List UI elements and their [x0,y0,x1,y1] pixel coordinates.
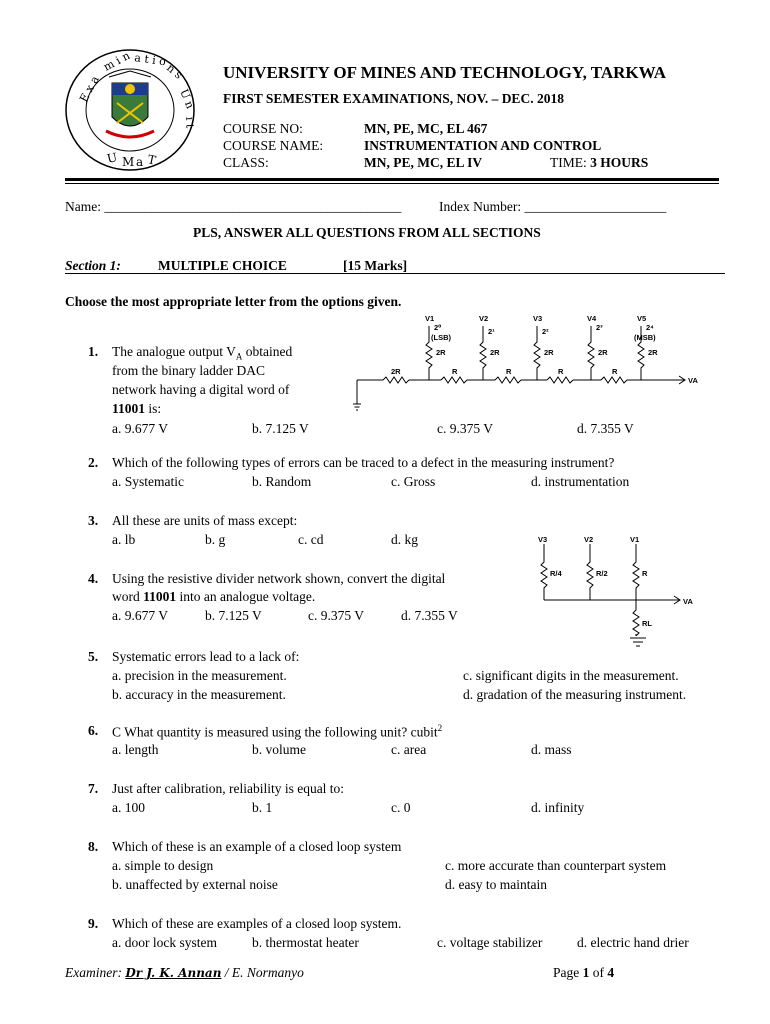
q1-line2: from the binary ladder DAC [112,363,265,378]
q4-option-d[interactable]: d. 7.355 V [401,608,458,623]
q8-option-b[interactable]: b. unaffected by external noise [112,877,278,892]
index-label: Index Number: [439,199,522,214]
time-label: TIME: [550,155,587,170]
course-no-label: COURSE NO: [223,121,303,136]
q9-option-b[interactable]: b. thermostat heater [252,935,359,950]
q3-option-c[interactable]: c. cd [298,532,324,547]
q9-option-d[interactable]: d. electric hand drier [577,935,689,950]
divider-r: R [642,569,648,578]
svg-text:U: U [105,150,119,166]
ladder-bit1: 2¹ [488,327,495,336]
page-number [553,965,614,981]
q5-option-b[interactable]: b. accuracy in the measurement. [112,687,286,702]
class-value: MN, PE, MC, EL IV [364,155,483,170]
q1-is: is: [145,401,162,416]
time-field [550,155,648,171]
page-mid: of [589,965,608,980]
divider-v1: V1 [630,535,640,544]
examiner-label: Examiner: [65,965,122,980]
q1-line1 [112,344,292,362]
name-blank[interactable]: ____________________________________________ [104,199,402,214]
q7-option-c[interactable]: c. 0 [391,800,411,815]
q8-option-a[interactable]: a. simple to design [112,858,214,873]
name-label: Name: [65,199,101,214]
q1-option-a[interactable]: a. 9.677 V [112,421,168,436]
q1-sub: A [235,351,243,362]
ladder-lsb: (LSB) [431,333,451,342]
q2-number: 2. [88,455,99,470]
q5-option-d[interactable]: d. gradation of the measuring instrument. [463,687,687,702]
q5-number: 5. [88,649,99,664]
q3-option-d[interactable]: d. kg [391,532,418,547]
q5-option-a[interactable]: a. precision in the measurement. [112,668,287,683]
q9-option-c[interactable]: c. voltage stabilizer [437,935,543,950]
svg-text:E x a: E x a [77,73,102,105]
q6-question: C What quantity is measured using the following unit? cubit [112,724,438,740]
ladder-2r-3: 2R [544,348,554,357]
q1-word: 11001 [112,401,146,416]
q9-text: Which of these are examples of a closed loop system. [112,916,402,931]
name-field[interactable] [65,199,401,215]
q1-line3: network having a digital word of [112,382,290,397]
svg-text:m i n: m i n [101,49,133,74]
q6-number: 6. [88,723,99,738]
q7-option-b[interactable]: b. 1 [252,800,273,815]
r2r-ladder-diagram [345,312,705,416]
header-rule-thick [65,178,719,181]
university-name: UNIVERSITY OF MINES AND TECHNOLOGY, TARKWA [223,63,667,82]
examiner-line [65,965,304,981]
svg-text:a: a [136,155,144,169]
page-current: 1 [582,965,590,980]
q6-option-c[interactable]: c. area [391,742,427,757]
q4-word-post: into an analogue voltage. [176,589,316,604]
q6-option-a[interactable]: a. length [112,742,159,757]
q2-text: Which of the following types of errors can be traced to a defect in the measuring instrument? [112,455,615,470]
q4-word: 11001 [143,589,177,604]
exam-title: FIRST SEMESTER EXAMINATIONS, NOV. – DEC. 2018 [223,91,564,106]
course-no-value: MN, PE, MC, EL 467 [364,121,488,136]
divider-r2: R/2 [596,569,608,578]
q5-option-c[interactable]: c. significant digits in the measurement. [463,668,679,683]
q1-option-c[interactable]: c. 9.375 V [437,421,493,436]
q2-option-a[interactable]: a. Systematic [112,474,184,489]
ladder-v5: V5 [637,314,647,323]
ladder-v4: V4 [587,314,597,323]
examiner-name: Dr J. K. Annan [125,966,222,980]
q4-word-pre: word [112,589,144,604]
q7-number: 7. [88,781,99,796]
ladder-r-1: R [452,367,458,376]
ladder-bit2: 2² [542,327,549,336]
divider-v2: V2 [584,535,594,544]
course-name-label: COURSE NAME: [223,138,324,153]
divider-v3: V3 [538,535,548,544]
ladder-bit4: 2⁴ [646,323,654,332]
page-pre: Page [553,965,583,980]
q8-option-d[interactable]: d. easy to maintain [445,877,547,892]
ladder-v3: V3 [533,314,543,323]
q8-number: 8. [88,839,99,854]
q2-option-d[interactable]: d. instrumentation [531,474,630,489]
section-title: MULTIPLE CHOICE [158,258,287,273]
ladder-v1: V1 [425,314,435,323]
q6-option-b[interactable]: b. volume [252,742,306,757]
index-field[interactable] [439,199,666,215]
q6-text [112,723,442,741]
examiner-other: / E. Normanyo [221,965,304,980]
q3-option-a[interactable]: a. lb [112,532,136,547]
ladder-msb: (MSB) [634,333,656,342]
section-rule [65,273,725,274]
ladder-r-4: R [612,367,618,376]
q1-option-d[interactable]: d. 7.355 V [577,421,634,436]
svg-text:T: T [146,152,158,168]
ground-symbol [628,634,648,650]
q1-text-b: obtained [242,344,293,359]
ladder-r-2: R [506,367,512,376]
ladder-output: VA [688,376,698,385]
q1-number: 1. [88,344,99,359]
divider-r4: R/4 [550,569,562,578]
q5-text: Systematic errors lead to a lack of: [112,649,300,664]
q7-option-a[interactable]: a. 100 [112,800,145,815]
ladder-2r-ground: 2R [391,367,401,376]
header-rule-thin [65,183,719,184]
q7-text: Just after calibration, reliability is equal to: [112,781,345,796]
q3-number: 3. [88,513,99,528]
q2-option-c[interactable]: c. Gross [391,474,436,489]
q1-line4 [112,401,161,417]
divider-rl: RL [642,619,652,628]
ladder-2r-2: 2R [490,348,500,357]
q9-number: 9. [88,916,99,931]
divider-output: VA [683,597,693,606]
ladder-bit3: 2³ [596,323,603,332]
q2-option-b[interactable]: b. Random [252,474,312,489]
index-blank[interactable]: _____________________ [524,199,667,214]
section-marks: [15 Marks] [343,258,408,273]
svg-text:M: M [122,155,135,169]
svg-text:n s: n s [164,61,185,82]
q4-number: 4. [88,571,99,586]
q1-option-b[interactable]: b. 7.125 V [252,421,309,436]
q4-text-b [112,589,315,605]
ladder-2r-4: 2R [598,348,608,357]
q4-option-b[interactable]: b. 7.125 V [205,608,262,623]
q4-option-a[interactable]: a. 9.677 V [112,608,168,623]
q1-text-a: The analogue output V [112,344,236,359]
q8-text: Which of these is an example of a closed loop system [112,839,402,854]
q4-text-a: Using the resistive divider network shown, convert the digital [112,571,446,586]
ladder-v2: V2 [479,314,489,323]
q7-option-d[interactable]: d. infinity [531,800,585,815]
instruction: PLS, ANSWER ALL QUESTIONS FROM ALL SECTIONS [193,225,541,240]
ladder-2r-1: 2R [436,348,446,357]
ladder-2r-5: 2R [648,348,658,357]
section-label: Section 1: [65,258,121,273]
q3-text: All these are units of mass except: [112,513,298,528]
q6-sup: 2 [437,723,443,733]
time-value: 3 HOURS [590,155,649,170]
directive: Choose the most appropriate letter from the options given. [65,294,402,309]
class-label: CLASS: [223,155,269,170]
q9-option-a[interactable]: a. door lock system [112,935,217,950]
svg-text:U n: U n [177,87,197,111]
resistive-divider-diagram [530,534,710,636]
q3-option-b[interactable]: b. g [205,532,226,547]
q8-option-c[interactable]: c. more accurate than counterpart system [445,858,667,873]
q4-option-c[interactable]: c. 9.375 V [308,608,364,623]
svg-text:a t i o: a t i o [133,51,167,69]
ladder-bit0: 2⁰ [434,323,442,332]
q6-option-d[interactable]: d. mass [531,742,572,757]
svg-text:i t: i t [183,116,197,129]
umat-logo [62,45,198,175]
ladder-r-3: R [558,367,564,376]
page-total: 4 [607,965,615,980]
course-name-value: INSTRUMENTATION AND CONTROL [364,138,602,153]
